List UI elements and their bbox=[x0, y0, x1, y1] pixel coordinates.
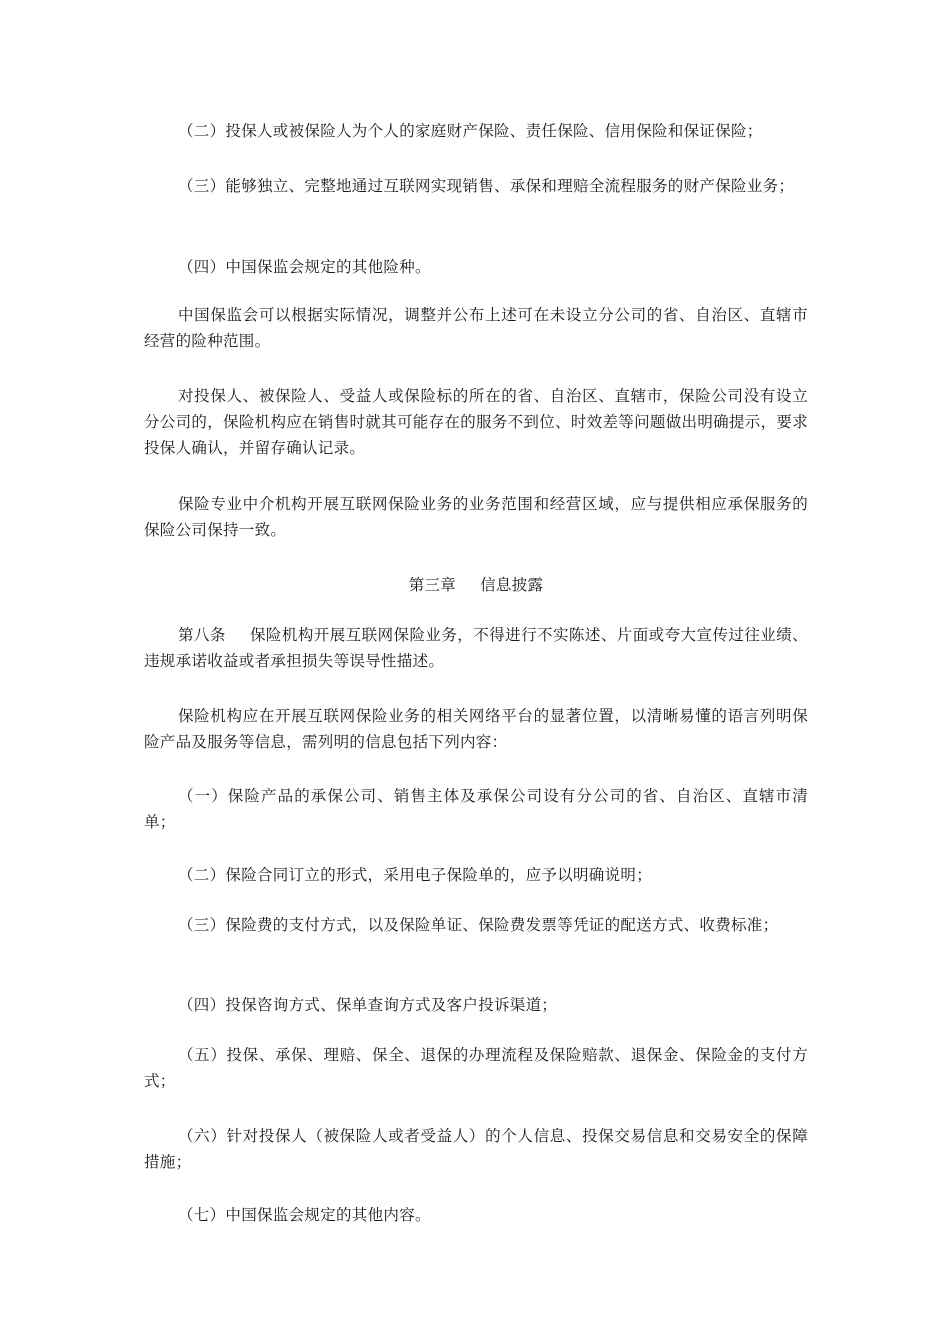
paragraph-item-3: （三）能够独立、完整地通过互联网实现销售、承保和理赔全流程服务的财产保险业务； bbox=[178, 177, 795, 195]
paragraph-item-2: （二）投保人或被保险人为个人的家庭财产保险、责任保险、信用保险和保证保险； bbox=[178, 122, 763, 140]
paragraph-adjust-scope: 中国保监会可以根据实际情况，调整并公布上述可在未设立分公司的省、自治区、直辖市经营的险种范围。 bbox=[144, 306, 808, 350]
disclosure-item-4: （四）投保咨询方式、保单查询方式及客户投诉渠道； bbox=[178, 996, 558, 1014]
paragraph-disclosure-intro: 保险机构应在开展互联网保险业务的相关网络平台的显著位置，以清晰易懂的语言列明保险产品及服务等信息，需列明的信息包括下列内容： bbox=[144, 707, 808, 751]
disclosure-item-2: （二）保险合同订立的形式，采用电子保险单的，应予以明确说明； bbox=[178, 866, 653, 884]
disclosure-item-6: （六）针对投保人（被保险人或者受益人）的个人信息、投保交易信息和交易安全的保障措施； bbox=[144, 1127, 808, 1171]
disclosure-item-5: （五）投保、承保、理赔、保全、退保的办理流程及保险赔款、退保金、保险金的支付方式； bbox=[144, 1046, 808, 1090]
article-number: 第八条 bbox=[178, 626, 226, 644]
disclosure-item-1: （一）保险产品的承保公司、销售主体及承保公司设有分公司的省、自治区、直辖市清单； bbox=[144, 787, 808, 831]
chapter-title: 信息披露 bbox=[480, 576, 544, 594]
paragraph-no-branch-notice: 对投保人、被保险人、受益人或保险标的所在的省、自治区、直辖市，保险公司没有设立分公司的，保险机构应在销售时就其可能存在的服务不到位、时效差等问题做出明确提示，要求投保人确认，并留存确认记录。 bbox=[144, 387, 808, 457]
paragraph-item-4: （四）中国保监会规定的其他险种。 bbox=[178, 258, 431, 276]
paragraph-intermediary-scope: 保险专业中介机构开展互联网保险业务的业务范围和经营区域，应与提供相应承保服务的保险公司保持一致。 bbox=[144, 495, 808, 539]
article-text: 保险机构开展互联网保险业务，不得进行不实陈述、片面或夸大宣传过往业绩、违规承诺收益或者承担损失等误导性描述。 bbox=[144, 626, 808, 670]
chapter-heading bbox=[144, 572, 808, 598]
article-8 bbox=[144, 622, 808, 674]
chapter-number: 第三章 bbox=[408, 576, 457, 594]
disclosure-item-3: （三）保险费的支付方式，以及保险单证、保险费发票等凭证的配送方式、收费标准； bbox=[178, 916, 779, 934]
disclosure-item-7: （七）中国保监会规定的其他内容。 bbox=[178, 1206, 431, 1224]
